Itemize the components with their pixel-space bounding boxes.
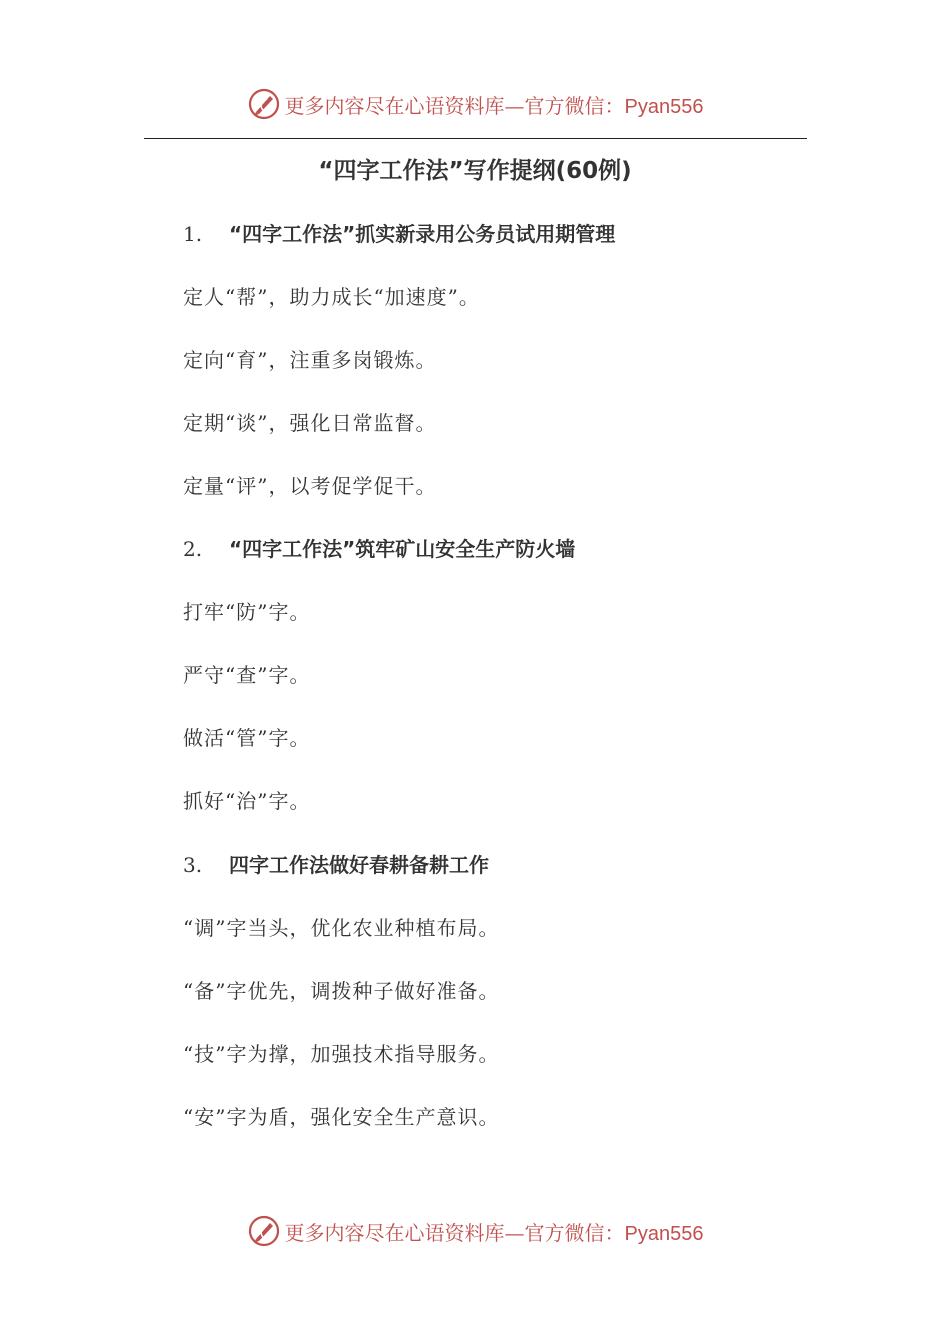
section-heading-text: “四字工作法”抓实新录用公务员试用期管理 [229,222,616,246]
banner-wechat-id: Pyan556 [624,1222,704,1245]
banner-promo-text: 更多内容尽在心语资料库—官方微信： [284,93,625,118]
list-item: 定人“帮”，助力成长“加速度”。 [183,285,480,309]
banner-text [285,1217,704,1246]
list-item: “备”字优先，调拨种子做好准备。 [183,979,500,1003]
list-item: “调”字当头，优化农业种植布局。 [183,916,500,940]
section-heading [183,535,575,563]
section-heading-text: “四字工作法”筑牢矿山安全生产防火墙 [229,537,576,561]
list-item: “技”字为撑，加强技术指导服务。 [183,1042,500,1066]
banner-promo-text: 更多内容尽在心语资料库—官方微信： [284,1220,625,1245]
section-heading [183,851,489,879]
list-item: 打牢“防”字。 [183,600,311,624]
section-number: 3. [183,853,203,877]
pen-logo-icon [247,1214,281,1248]
list-item: 抓好“治”字。 [183,789,311,813]
list-item: “安”字为盾，强化安全生产意识。 [183,1105,500,1129]
footer-banner [0,1211,950,1251]
section-heading-text: 四字工作法做好春耕备耕工作 [229,853,489,877]
list-item: 定向“育”，注重多岗锻炼。 [183,348,437,372]
banner-wechat-id: Pyan556 [624,95,704,118]
list-item: 定期“谈”，强化日常监督。 [183,411,437,435]
list-item: 定量“评”，以考促学促干。 [183,474,437,498]
section-number: 1. [183,222,203,246]
document-title: “四字工作法”写作提纲(60例) [318,158,632,184]
list-item: 做活“管”字。 [183,726,311,750]
list-item: 严守“查”字。 [183,663,311,687]
section-number: 2. [183,537,203,561]
section-heading [183,220,615,248]
